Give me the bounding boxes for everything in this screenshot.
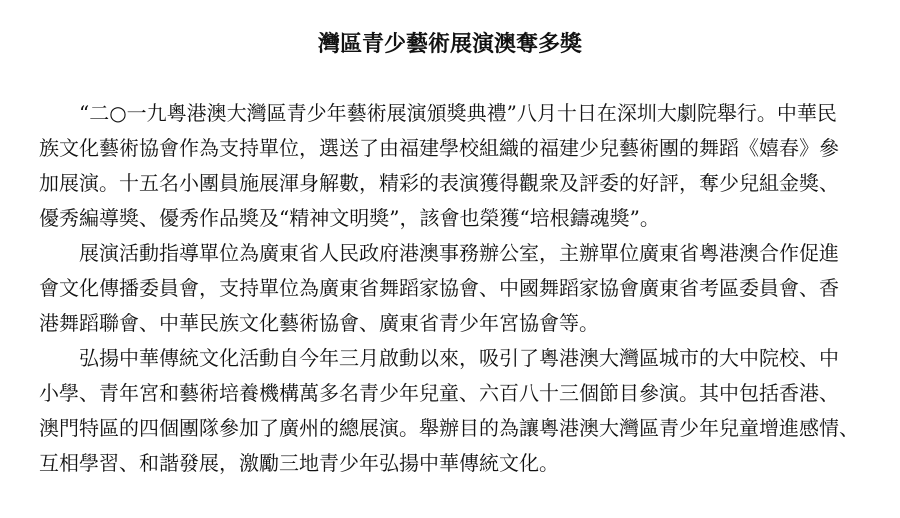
paragraph-line: 澳門特區的四個團隊參加了廣州的總展演。舉辦目的為讓粵港澳大灣區青少年兒童增進感情、 — [39, 416, 859, 440]
paragraph-line: 互相學習、和諧發展，激勵三地青少年弘揚中華傳統文化。 — [39, 451, 559, 475]
paragraph-line: 會文化傳播委員會，支持單位為廣東省舞蹈家協會、中國舞蹈家協會廣東省考區委員會、香 — [39, 276, 839, 300]
paragraph-3 — [39, 341, 879, 481]
paragraph-line: 優秀編導獎、優秀作品獎及“精神文明獎”，該會也榮獲“培根鑄魂獎”。 — [39, 206, 660, 230]
paragraph-1 — [39, 96, 879, 236]
paragraph-line: 小學、青年宮和藝術培養機構萬多名青少年兒童、六百八十三個節目參演。其中包括香港、 — [39, 381, 839, 405]
paragraph-line: 弘揚中華傳統文化活動自今年三月啟動以來，吸引了粵港澳大灣區城市的大中院校、中 — [79, 346, 839, 370]
paragraph-line: 展演活動指導單位為廣東省人民政府港澳事務辦公室，主辦單位廣東省粵港澳合作促進 — [79, 241, 839, 265]
article-body — [39, 96, 879, 481]
paragraph-2 — [39, 236, 879, 341]
paragraph-line: 加展演。十五名小團員施展渾身解數，精彩的表演獲得觀衆及評委的好評，奪少兒組金獎、 — [39, 171, 839, 195]
paragraph-line: 港舞蹈聯會、中華民族文化藝術協會、廣東省青少年宮協會等。 — [39, 311, 599, 335]
paragraph-line: 族文化藝術協會作為支持單位，選送了由福建學校組織的福建少兒藝術團的舞蹈《嬉春》參 — [39, 136, 839, 160]
paragraph-line: “二○一九粵港澳大灣區青少年藝術展演頒獎典禮”八月十日在深圳大劇院舉行。中華民 — [79, 101, 837, 125]
article-headline: 灣區青少藝術展演澳奪多獎 — [317, 32, 582, 57]
